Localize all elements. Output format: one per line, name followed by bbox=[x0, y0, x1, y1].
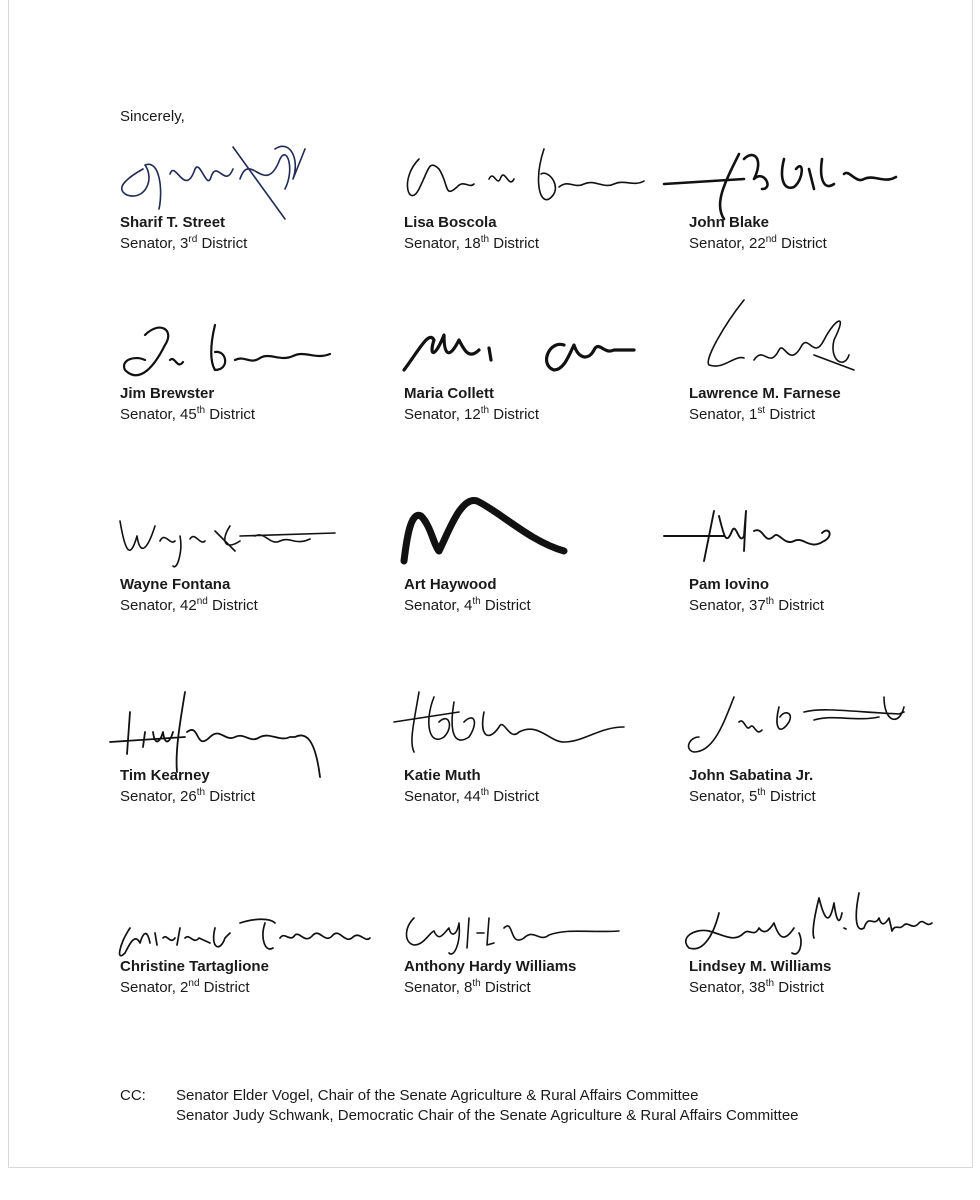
signer-name: Lindsey M. Williams bbox=[689, 958, 832, 975]
signer-district: Senator, 8th District bbox=[404, 978, 531, 996]
signer-district: Senator, 37th District bbox=[689, 596, 825, 614]
signer-block bbox=[404, 767, 674, 877]
signer-name: Wayne Fontana bbox=[120, 576, 231, 593]
signer-name: Jim Brewster bbox=[120, 385, 215, 402]
signer-name: Maria Collett bbox=[404, 385, 495, 402]
closing-salutation: Sincerely, bbox=[120, 108, 185, 125]
signer-name: Lawrence M. Farnese bbox=[689, 385, 841, 402]
cc-label: CC: bbox=[120, 1087, 146, 1104]
signer-district: Senator, 26th District bbox=[120, 787, 256, 805]
cc-recipient: Senator Judy Schwank, Democratic Chair of the Senate Agriculture & Rural Affairs Committee bbox=[176, 1107, 799, 1124]
signer-block bbox=[404, 958, 674, 1068]
signer-district: Senator, 22nd District bbox=[689, 234, 827, 252]
signer-block bbox=[120, 767, 390, 877]
signer-district: Senator, 12th District bbox=[404, 405, 540, 423]
signer-block bbox=[689, 958, 959, 1068]
signer-district: Senator, 44th District bbox=[404, 787, 540, 805]
signer-block bbox=[404, 385, 674, 495]
signer-district: Senator, 38th District bbox=[689, 978, 825, 996]
signer-district: Senator, 42nd District bbox=[120, 596, 258, 614]
signer-name: Tim Kearney bbox=[120, 767, 210, 784]
signer-district: Senator, 45th District bbox=[120, 405, 256, 423]
signer-block bbox=[120, 958, 390, 1068]
signer-name: Pam Iovino bbox=[689, 576, 770, 593]
signer-district: Senator, 1st District bbox=[689, 405, 816, 423]
signer-name: Lisa Boscola bbox=[404, 214, 497, 231]
cc-recipients bbox=[176, 1086, 799, 1126]
signer-name: Anthony Hardy Williams bbox=[404, 958, 577, 975]
signer-block bbox=[689, 385, 959, 495]
signer-name: Katie Muth bbox=[404, 767, 481, 784]
signer-district: Senator, 5th District bbox=[689, 787, 816, 805]
cc-recipient: Senator Elder Vogel, Chair of the Senate Agriculture & Rural Affairs Committee bbox=[176, 1087, 699, 1104]
signer-block bbox=[404, 576, 674, 686]
signer-district: Senator, 4th District bbox=[404, 596, 531, 614]
signer-district: Senator, 3rd District bbox=[120, 234, 248, 252]
signer-block bbox=[120, 576, 390, 686]
signer-name: John Blake bbox=[689, 214, 770, 231]
signer-district: Senator, 18th District bbox=[404, 234, 540, 252]
signer-name: Christine Tartaglione bbox=[120, 958, 269, 975]
signer-name: Sharif T. Street bbox=[120, 214, 226, 231]
signer-name: Art Haywood bbox=[404, 576, 497, 593]
signer-district: Senator, 2nd District bbox=[120, 978, 250, 996]
signer-block bbox=[689, 767, 959, 877]
signer-name: John Sabatina Jr. bbox=[689, 767, 814, 784]
signer-block bbox=[689, 576, 959, 686]
signer-block bbox=[120, 385, 390, 495]
